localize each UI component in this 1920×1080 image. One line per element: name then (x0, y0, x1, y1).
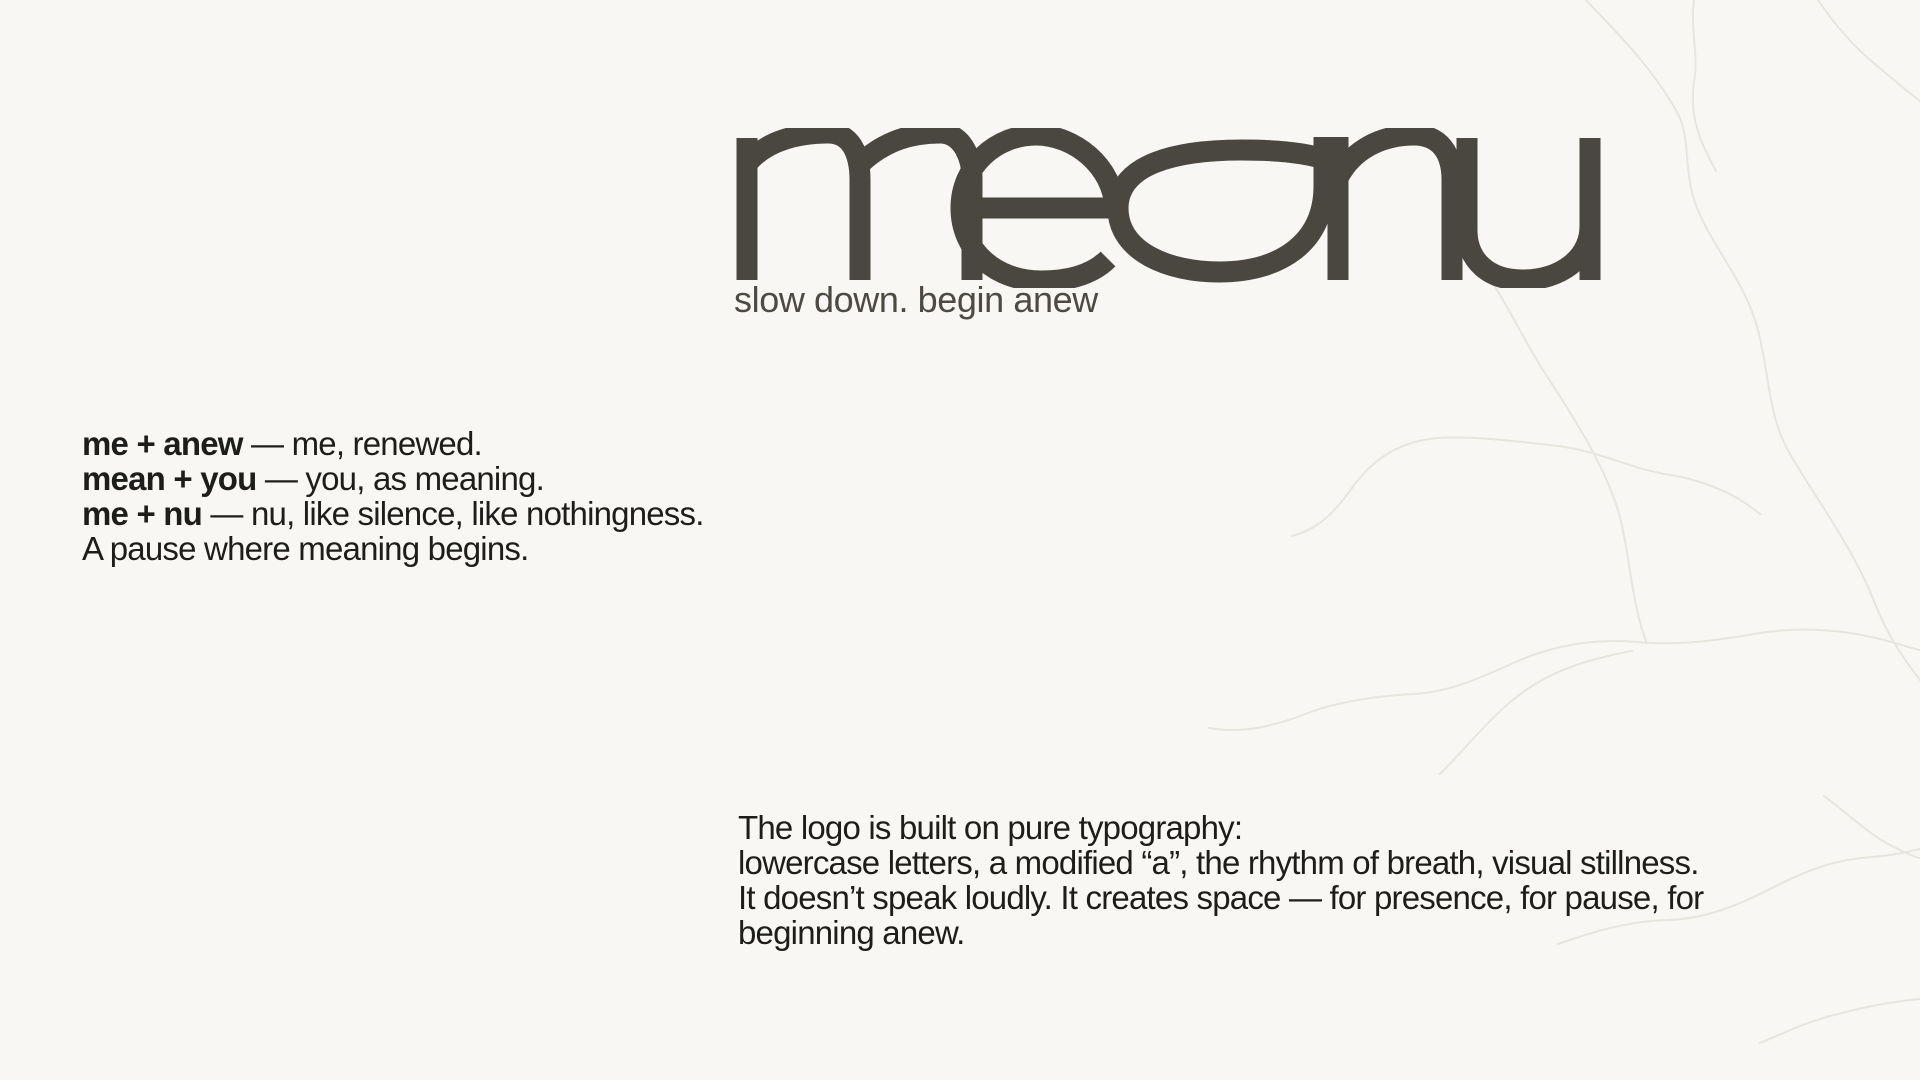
logo-letter-u (1467, 138, 1590, 280)
logo-letter-m-first (747, 133, 972, 280)
crack-line (1760, 999, 1920, 1043)
description-line-3: It doesn’t speak loudly. It creates space — for presence, for pause, for (738, 879, 1704, 916)
crack-line (1292, 438, 1760, 536)
logo-tagline: slow down. begin anew (734, 279, 1098, 320)
crack-line (1478, 262, 1646, 641)
description-line-2: lowercase letters, a modified “a”, the rhythm of breath, visual stillness. (738, 844, 1699, 881)
logo-section (732, 128, 1602, 320)
concept-definition: — nu, like silence, like nothingness. (202, 495, 704, 532)
crack-line (1693, 0, 1716, 171)
concept-definition: — you, as meaning. (256, 460, 544, 497)
meanu-logo-wordmark (732, 128, 1602, 288)
concept-closing-line: A pause where meaning begins. (82, 530, 529, 567)
crack-line (1209, 630, 1920, 731)
logo-letter-n (1338, 135, 1452, 280)
logo-letter-a-modified (1118, 137, 1334, 272)
crack-line (1824, 796, 1920, 858)
concept-line-me-nu (82, 496, 704, 531)
crack-line (1818, 0, 1920, 101)
concept-line-me-anew (82, 426, 704, 461)
crack-line (1586, 0, 1920, 680)
description-line-1: The logo is built on pure typography: (738, 809, 1243, 846)
concept-definition: — me, renewed. (242, 425, 482, 462)
description-line-4: beginning anew. (738, 914, 965, 951)
logo-description-section (738, 810, 1788, 950)
name-concept-section (82, 426, 704, 566)
concept-term: mean + you (82, 460, 257, 497)
concept-term: me + nu (82, 495, 203, 532)
crack-line (1440, 651, 1632, 774)
concept-line-mean-you (82, 461, 704, 496)
concept-term: me + anew (82, 425, 243, 462)
logo-letter-e (961, 135, 1115, 281)
